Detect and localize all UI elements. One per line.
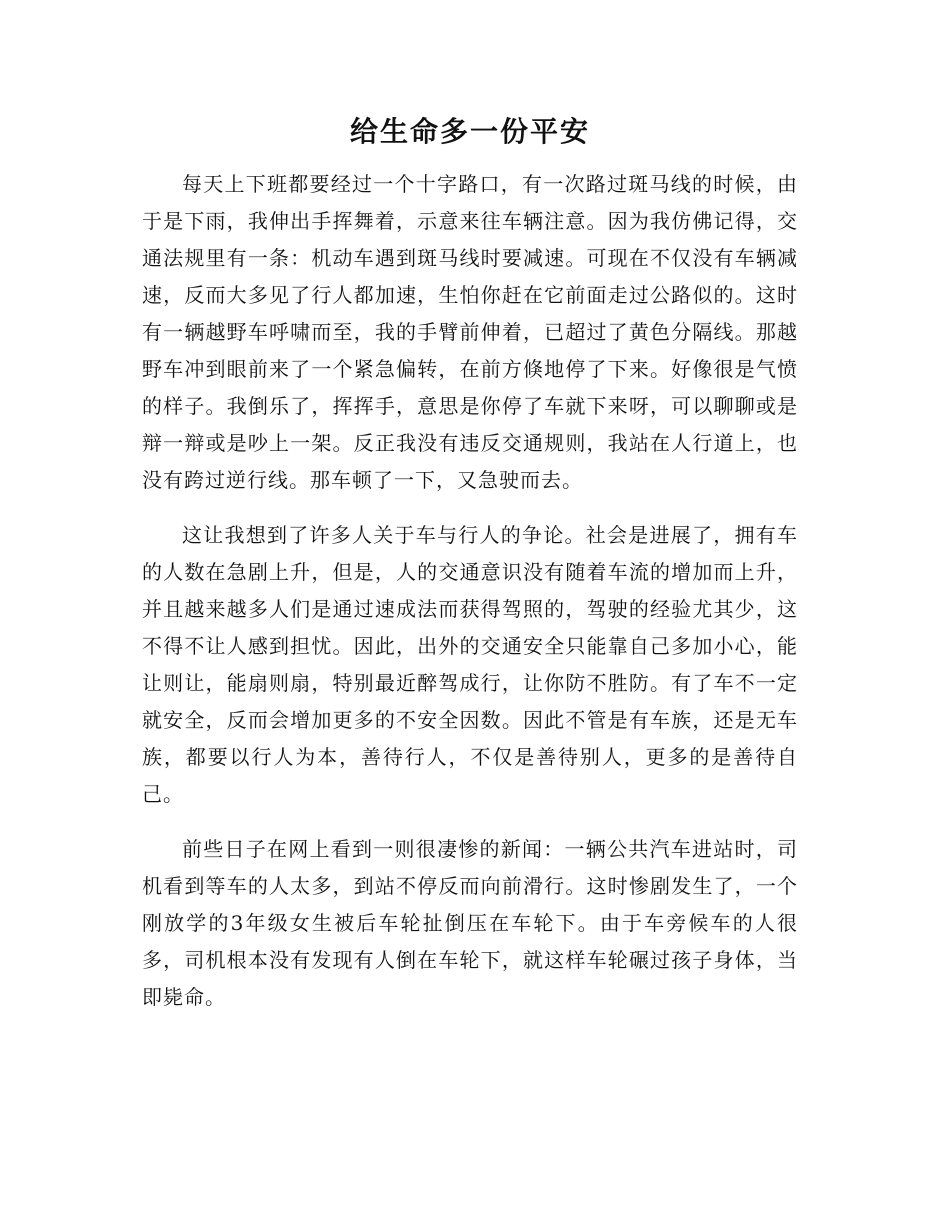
paragraph-2: 这让我想到了许多人关于车与行人的争论。社会是进展了，拥有车的人数在急剧上升，但是，人的交通意识没有随着车流的增加而上升，并且越来越多人们是通过速成法而获得驾照的，驾驶的经验尤其少，这不得不让人感到担忧。因此，出外的交通安全只能靠自己多加小心，能让则让，能扇则扇，特别最近醉驾成行，让你防不胜防。有了车不一定就安全，反而会增加更多的不安全因数。因此不管是有车族，还是无车族，都要以行人为本，善待行人，不仅是善待别人，更多的是善待自己。: [142, 523, 798, 806]
document-title: 给生命多一份平安: [349, 115, 590, 148]
paragraph-3: 前些日子在网上看到一则很凄惨的新闻：一辆公共汽车进站时，司机看到等车的人太多，到站不停反而向前滑行。这时惨剧发生了，一个刚放学的3年级女生被后车轮扯倒压在车轮下。由于车旁候车的人很多，司机根本没有发现有人倒在车轮下，就这样车轮碾过孩子身体，当即毙命。: [142, 837, 798, 1009]
paragraph-1: 每天上下班都要经过一个十字路口，有一次路过斑马线的时候，由于是下雨，我伸出手挥舞着，示意来往车辆注意。因为我仿佛记得，交通法规里有一条：机动车遇到斑马线时要减速。可现在不仅没有车辆减速，反而大多见了行人都加速，生怕你赶在它前面走过公路似的。这时有一辆越野车呼啸而至，我的手臂前伸着，已超过了黄色分隔线。那越野车冲到眼前来了一个紧急偏转，在前方倏地停了下来。好像很是气愤的样子。我倒乐了，挥挥手，意思是你停了车就下来呀，可以聊聊或是辩一辩或是吵上一架。反正我没有违反交通规则，我站在人行道上，也没有跨过逆行线。那车顿了一下，又急驶而去。: [142, 172, 798, 492]
